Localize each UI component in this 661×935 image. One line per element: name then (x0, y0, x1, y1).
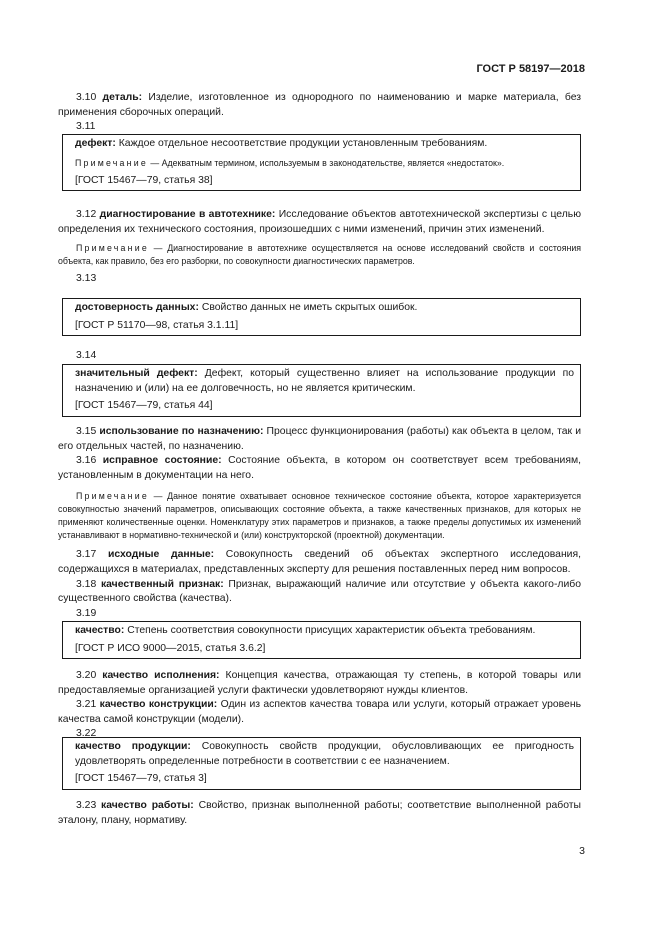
term-number: 3.11 (76, 121, 96, 133)
source-reference: [ГОСТ Р ИСО 9000—2015, статья 3.6.2] (75, 642, 266, 654)
term-definition: Признак, выражающий наличие или отсутствие у объекта какого-либо существенного свойства (качества). (58, 578, 582, 605)
term-number: 3.10 (76, 92, 97, 103)
note-label: Примечание (76, 491, 149, 502)
standard-designation: ГОСТ Р 58197—2018 (476, 63, 585, 75)
term-definition: Совокупность свойств продукции, обусловливающих ее пригодность удовлетворять определенные потребности в соответствии с ее назначением. (75, 741, 575, 767)
source-reference: [ГОСТ Р 51170—98, статья 3.1.11] (75, 319, 239, 331)
term-name: значительный дефект: (75, 368, 198, 379)
term-3-18: 3.18 качественный признак: Признак, выражающий наличие или отсутствие у объекта какого-либо существенного свойства (качества). (58, 578, 582, 605)
term-3-16: 3.16 исправное состояние: Состояние объекта, в котором он соответствует всем требованиям, установленным в документации на него. (58, 455, 581, 481)
term-number: 3.13 (76, 273, 97, 285)
term-definition: Свойство данных не иметь скрытых ошибок. (198, 302, 418, 313)
source-reference: [ГОСТ 15467—79, статья 44] (75, 400, 213, 412)
term-name: использование по назначению: (99, 426, 264, 437)
term-3-20: 3.20 качество исполнения: Концепция качества, отражающая ту степень, в которой товары или предоставляемые организацией услуги фактически удовлетворяют нужды клиентов. (58, 670, 581, 696)
term-name: качество исполнения: (102, 670, 220, 681)
term-name: качество продукции: (75, 741, 191, 752)
term-definition: Исследование объектов автотехнической экспертизы с целью определения их технического состояния, произошедших с ними изменений, причин этих изменений. (58, 209, 581, 235)
term-definition: Дефект, который существенно влияет на использование продукции по назначению и (или) на ее долговечность, но не является критическим. (75, 368, 574, 394)
terms-3-15-3-18 (58, 425, 581, 621)
source-reference: [ГОСТ 15467—79, статья 38] (75, 174, 213, 186)
term-box-3-14 (62, 364, 581, 417)
term-number: 3.12 (76, 209, 97, 220)
term-definition: Каждое отдельное несоответствие продукции установленным требованиям. (115, 138, 488, 149)
term-name: исходные данные: (107, 549, 215, 561)
term-box-3-13 (62, 298, 581, 336)
term-name: деталь: (102, 92, 143, 103)
term-definition: Состояние объекта, в котором он соответствует всем требованиям, установленным в документации на него. (58, 455, 581, 481)
term-name: качество: (75, 625, 125, 636)
term-3-17: 3.17 исходные данные: Совокупность сведений об объектах экспертного исследования, содержащихся в материалах, представленных эксперту для решения поставленных перед ним вопросов. (58, 549, 581, 575)
term-definition: Процесс функционирования (работы) как объекта в целом, так и его отдельных частей, по назначению. (58, 426, 581, 452)
term-number: 3.23 (76, 800, 97, 811)
term-3-15: 3.15 использование по назначению: Процесс функционирования (работы) как объекта в целом, так и его отдельных частей, по назначению. (58, 426, 581, 452)
term-3-21: 3.21 качество конструкции: Один из аспектов качества товара или услуги, который отражает уровень качества самой конструкции (модели). (58, 699, 581, 725)
note: Примечание — Диагностирование в автотехнике осуществляется на основе исследований свойств и состояния объекта, как правило, без его разборки, по совокупности диагностических параметров. (58, 243, 581, 267)
term-name: качество конструкции: (99, 699, 218, 711)
term-box-3-11 (62, 134, 581, 191)
term-definition: Концепция качества, отражающая ту степень, в которой товары или предоставляемые организацией услуги фактически удовлетворяют нужды клиентов. (58, 670, 581, 696)
term-name: качественный признак: (100, 578, 224, 590)
term-definition: Свойство, признак выполненной работы; соответствие выполненной работы эталону, плану, нормативу. (58, 800, 581, 826)
term-name: дефект: (75, 138, 116, 149)
term-name: достоверность данных: (75, 302, 199, 313)
term-number: 3.22 (76, 728, 97, 740)
term-name: качество работы: (101, 800, 194, 811)
term-box-3-22 (62, 737, 581, 790)
note: Примечание — Данное понятие охватывает основное техническое состояние объекта, которое характеризуется совокупностью значений параметров, описывающих состояние объекта, а также качественных признаков, для которых не применяют количественные оценки. Номенклатуру этих параметров и признаков, а также пределы допустимых их изменений устанавливают в нормативно-технической и (или) конструкторской (проектной) документации. (58, 491, 581, 541)
source-reference: [ГОСТ 15467—79, статья 3] (75, 773, 207, 785)
term-number: 3.19 (76, 607, 97, 619)
term-definition: Один из аспектов качества товара или услуги, который отражает уровень качества самой конструкции (модели). (58, 699, 581, 725)
note-label: Примечание (76, 243, 149, 254)
term-definition: Совокупность сведений об объектах экспертного исследования, содержащихся в материалах, представленных эксперту для решения поставленных перед ним вопросов. (58, 549, 581, 575)
term-definition: Изделие, изготовленное из однородного по наименованию и марке материала, без применения сборочных операций. (58, 92, 582, 118)
note: Примечание — Адекватным термином, используемым в законодательстве, является «недостаток». (75, 157, 505, 168)
term-name: исправное состояние: (102, 455, 222, 467)
term-definition: Степень соответствия совокупности присущих характеристик объекта требованиям. (124, 625, 536, 636)
term-name: диагностирование в автотехнике: (99, 209, 276, 220)
page-number: 3 (579, 845, 585, 857)
term-3-12 (58, 208, 581, 287)
term-3-10 (58, 91, 581, 135)
term-3-23 (58, 799, 581, 828)
terms-3-20-3-21 (58, 669, 581, 742)
term-number: 3.14 (76, 350, 97, 361)
term-box-3-19 (62, 621, 581, 659)
note-label: Примечание (75, 157, 148, 168)
